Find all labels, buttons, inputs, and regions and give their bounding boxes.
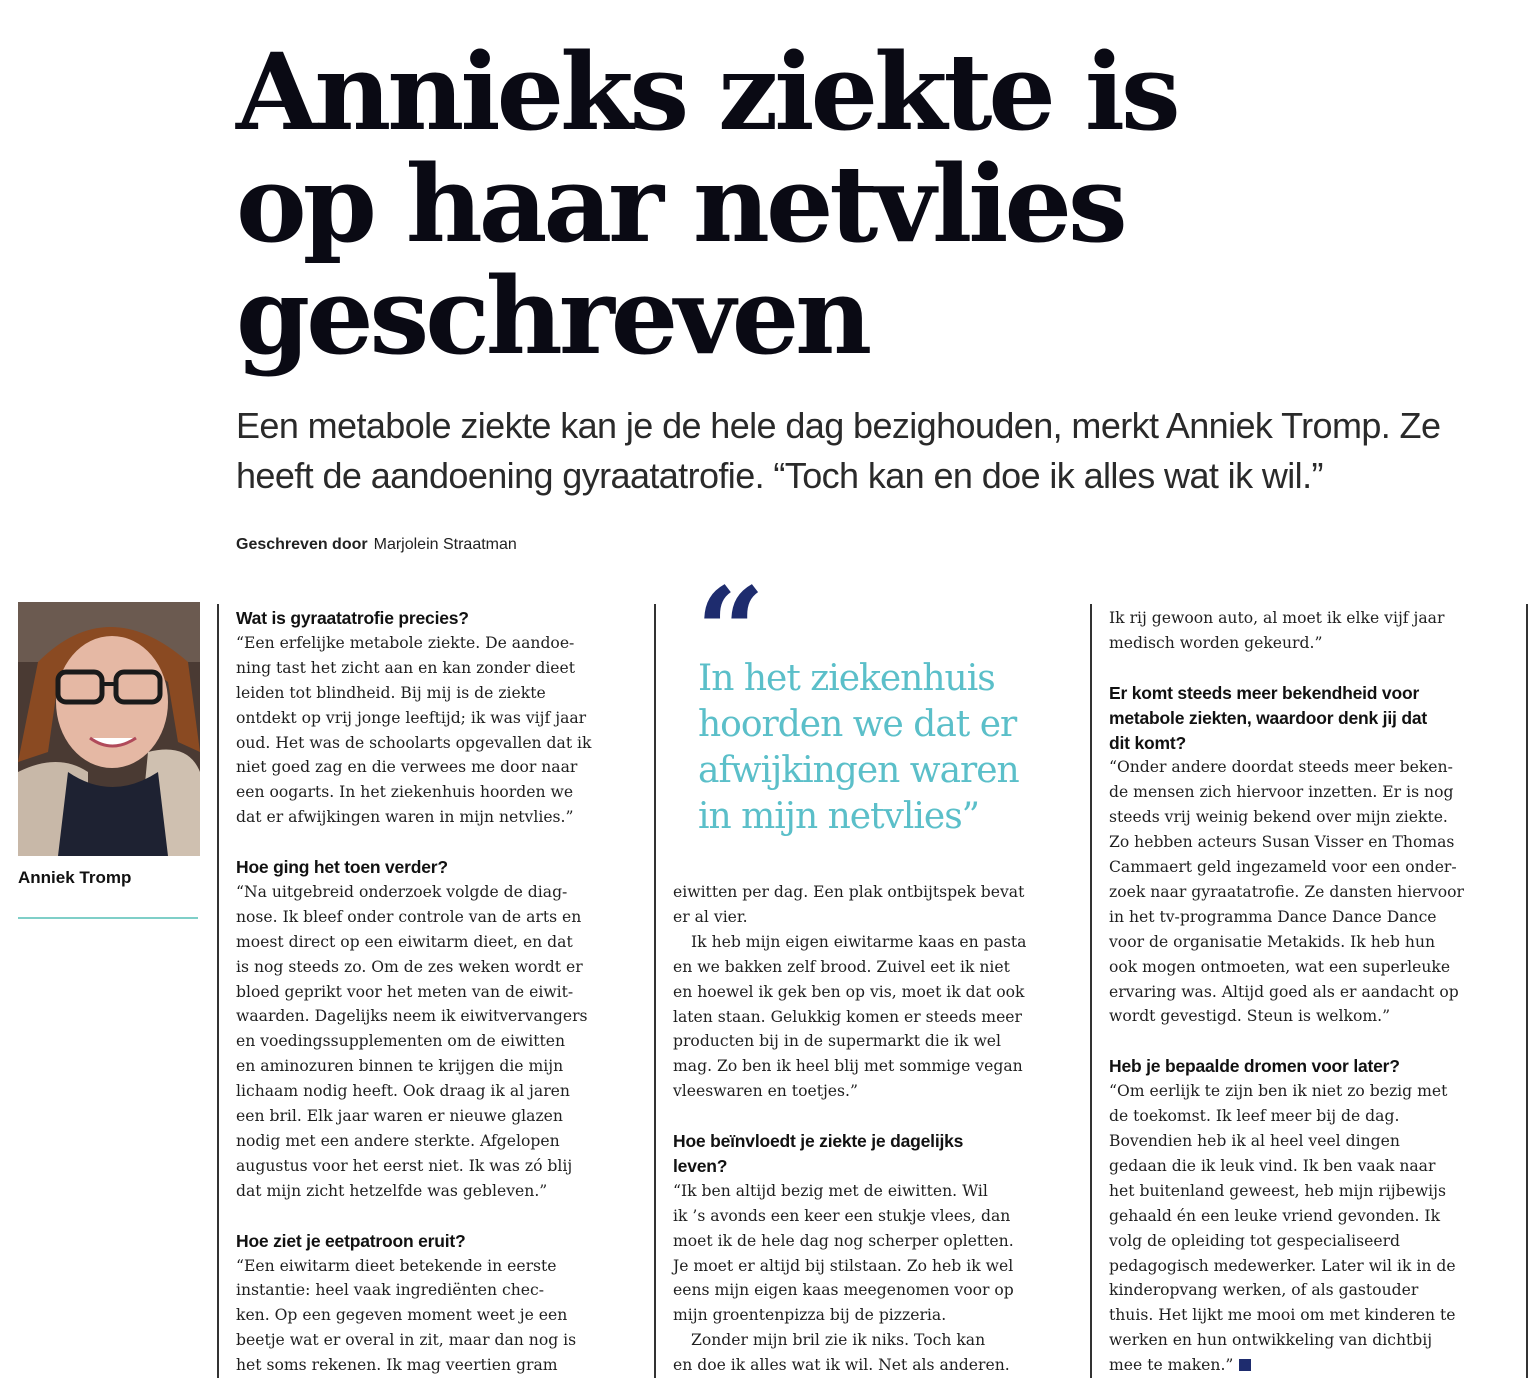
article-column-1 <box>236 606 646 1378</box>
interview-question: Wat is gyraatatrofie precies? <box>236 608 469 628</box>
interview-question: Hoe ziet je eetpatroon eruit? <box>236 1230 466 1251</box>
interview-answer <box>1109 1079 1521 1378</box>
interview-answer-text: “Om eerlijk te zijn ben ik niet zo bezig met de toekomst. Ik leef meer bij de dag. Bovendien heb ik al heel veel dingen gedaan die ik leuk vind. Ik ben vaak naar het buitenland geweest, heb mijn rijbewijs gehaald én een leuke vriend gevonden. Ik volg de opleiding tot gespecialiseerd pedagogisch medewerker. Later wil ik in de kinderopvang werken, of als gastouder thuis. Het lijkt me mooi om met kinderen te werken en hun ontwikkeling van dichtbij mee te maken.” <box>1109 1082 1456 1375</box>
byline-author: Marjolein Straatman <box>373 536 517 553</box>
column-divider <box>1526 604 1528 1378</box>
interview-answer: “Ik ben altijd bezig met de eiwitten. Wil ik ’s avonds een keer een stukje vlees, dan moet ik de hele dag nog scherper opletten. Je moet er altijd bij stilstaan. Zo heb ik wel eens mijn eigen kaas meegenomen voor op mijn groentenpizza bij de pizzeria. <box>673 1181 1014 1325</box>
article-paragraph: eiwitten per dag. Een plak ontbijtspek bevat er al vier. <box>673 883 1025 926</box>
caption-divider <box>18 917 198 919</box>
interview-answer: “Na uitgebreid onderzoek volgde de diag- nose. Ik bleef onder controle van de arts en moest direct op een eiwitarm dieet, en dat is nog steeds zo. Om de zes weken wordt er bloed geprikt voor het meten van de eiwit- waarden. Dagelijks neem ik eiwitvervangers en voedingssupplementen om de eiwitten en aminozuren binnen te krijgen die mijn lichaam nodig heeft. Ook draag ik al jaren een bril. Elk jaar waren er nieuwe glazen nodig met een andere sterkte. Afgelopen augustus voor het eerst niet. Ik was zó blij dat mijn zicht hetzelfde was gebleven.” <box>236 882 588 1200</box>
article-end-icon <box>1239 1359 1251 1371</box>
byline <box>236 536 517 554</box>
interview-answer: “Een eiwitarm dieet betekende in eerste instantie: heel vaak ingrediënten chec- ken. Op een gegeven moment weet je een beetje wat er overal in zit, maar dan nog is het soms rekenen. Ik mag veertien gram <box>236 1256 577 1375</box>
pull-quote: In het ziekenhuis hoorden we dat er afwijkingen waren in mijn netvlies” <box>698 658 1019 837</box>
quote-marks-icon: “ <box>696 561 760 702</box>
interview-question: Hoe beïnvloedt je ziekte je dagelijks leven? <box>673 1131 964 1176</box>
column-divider <box>1090 604 1092 1378</box>
article-paragraph: Ik rij gewoon auto, al moet ik elke vijf jaar medisch worden gekeurd.” <box>1109 609 1445 652</box>
portrait-photo <box>18 602 200 856</box>
article-column-2 <box>673 880 1083 1378</box>
article-column-3 <box>1109 606 1521 1378</box>
article-paragraph: Zonder mijn bril zie ik niks. Toch kan en doe ik alles wat ik wil. Net als anderen. <box>673 1331 1010 1375</box>
interview-answer: “Een erfelijke metabole ziekte. De aandoe- ning tast het zicht aan en kan zonder dieet leiden tot blindheid. Bij mij is de ziekte ontdekt op vrij jonge leeftijd; ik was vijf jaar oud. Het was de schoolarts opgevallen dat ik niet goed zag en die verwees me door naar een oogarts. In het ziekenhuis hoorden we dat er afwijkingen waren in mijn netvlies.” <box>236 633 592 827</box>
interview-question: Heb je bepaalde dromen voor later? <box>1109 1056 1400 1077</box>
interview-question: Hoe ging het toen verder? <box>236 857 448 878</box>
column-divider <box>654 604 656 1378</box>
byline-label: Geschreven door <box>236 536 368 553</box>
article-title: Annieks ziekte is op haar netvlies geschreven <box>236 29 1177 378</box>
column-divider <box>217 604 219 1378</box>
article-paragraph: Ik heb mijn eigen eiwitarme kaas en pasta en we bakken zelf brood. Zuivel eet ik niet en hoewel ik gek ben op vis, moet ik dat ook laten staan. Gelukkig komen er steeds meer producten bij in de supermarkt die ik wel mag. Zo ben ik heel blij met sommige vegan vleeswaren en toetjes.” <box>673 932 1027 1101</box>
interview-answer: “Onder andere doordat steeds meer beken- de mensen zich hiervoor inzetten. Er is nog steeds vrij weinig bekend over mijn ziekte. Zo hebben acteurs Susan Visser en Thomas Cammaert geld ingezameld voor een onder- zoek naar gyraatatrofie. Ze dansten hiervoor in het tv-programma Dance Dance Dance voor de organisatie Metakids. Ik heb hun ook mogen ontmoeten, wat een superleuke ervaring was. Altijd goed als er aandacht op wordt gevestigd. Steun is welkom.” <box>1109 758 1464 1026</box>
interview-question: Er komt steeds meer bekendheid voor metabole ziekten, waardoor denk jij dat dit komt? <box>1109 682 1427 753</box>
article-lead: Een metabole ziekte kan je de hele dag bezighouden, merkt Anniek Tromp. Ze heeft de aandoening gyraatatrofie. “Toch kan en doe ik alles wat ik wil.” <box>236 405 1441 496</box>
photo-caption: Anniek Tromp <box>18 868 132 887</box>
portrait-illustration <box>18 602 200 856</box>
